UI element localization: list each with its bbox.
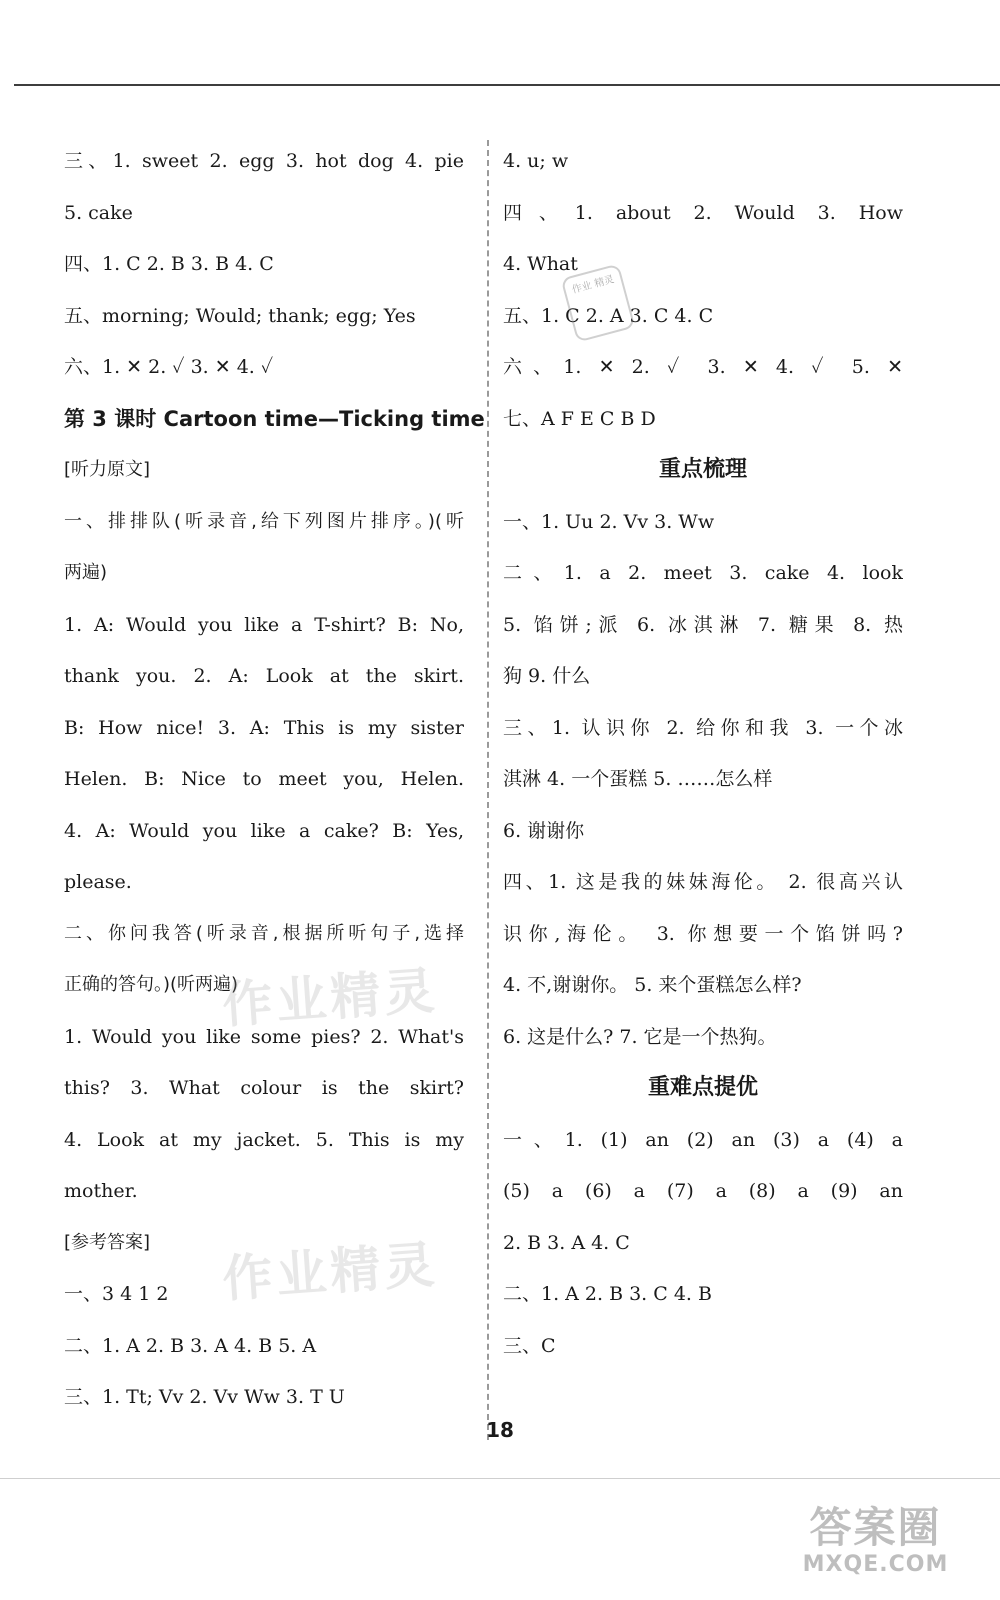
- answer-line: 三、1. sweet 2. egg 3. hot dog 4. pie: [64, 150, 464, 172]
- page-number: 18: [486, 1418, 514, 1442]
- lesson-title: 第 3 课时 Cartoon time—Ticking time: [64, 406, 485, 431]
- dialogue-line: B: How nice! 3. A: This is my sister: [64, 716, 464, 739]
- top-rule: [14, 84, 1000, 86]
- exercise-2-title: 二、你问我答(听录音,根据所听句子,选择: [64, 922, 464, 944]
- answer-line: 七、A F E C B D: [503, 407, 656, 430]
- right-column: [503, 140, 903, 1376]
- answer-line: 六、1. ✕ 2. ✓ 3. ✕ 4. ✓: [64, 356, 274, 378]
- dialogue-line: 1. A: Would you like a T-shirt? B: No,: [64, 613, 464, 636]
- watermark-stamp: 作业 精灵: [560, 263, 635, 342]
- dialogue-line: please.: [64, 871, 132, 893]
- watermark-lower: 作业精灵: [220, 1235, 441, 1309]
- key-point-line: 狗 9. 什么: [503, 665, 591, 687]
- answer-line: 五、1. C 2. A 3. C 4. C: [503, 304, 714, 327]
- difficult-point-line: 2. B 3. A 4. C: [503, 1231, 630, 1254]
- key-point-line: 4. 不,谢谢你。 5. 来个蛋糕怎么样?: [503, 974, 802, 996]
- difficult-point-line: 二、1. A 2. B 3. C 4. B: [503, 1283, 712, 1305]
- exercise-1-title-cont: 两遍): [64, 562, 108, 583]
- key-point-line: 淇淋 4. 一个蛋糕 5. ……怎么样: [503, 768, 773, 790]
- section-title-difficult-points: 重难点提优: [647, 1075, 758, 1100]
- question-line: mother.: [64, 1180, 138, 1202]
- dialogue-line: Helen. B: Nice to meet you, Helen.: [64, 768, 464, 790]
- difficult-point-line: (5) a (6) a (7) a (8) a (9) an: [503, 1180, 903, 1202]
- answers-label: [参考答案]: [64, 1231, 151, 1253]
- answer-line: 五、morning; Would; thank; egg; Yes: [64, 304, 416, 327]
- answer-line: 四、1. C 2. B 3. B 4. C: [64, 253, 274, 275]
- answer-key-line: 一、3 4 1 2: [64, 1283, 169, 1305]
- key-point-line: 二、1. a 2. meet 3. cake 4. look: [503, 562, 903, 584]
- question-line: 1. Would you like some pies? 2. What's: [64, 1025, 464, 1048]
- brand-url: MXQE.COM: [802, 1552, 949, 1577]
- key-point-line: 5. 馅饼;派 6. 冰淇淋 7. 糖果 8. 热: [503, 613, 903, 636]
- bottom-rule: [0, 1478, 1000, 1479]
- question-line: 4. Look at my jacket. 5. This is my: [64, 1128, 464, 1151]
- dialogue-line: 4. A: Would you like a cake? B: Yes,: [64, 819, 464, 842]
- brand-name: 答案圈: [809, 1503, 942, 1552]
- key-point-line: 四、1. 这是我的妹妹海伦。 2. 很高兴认: [503, 871, 903, 893]
- difficult-point-line: 一、1. (1) an (2) an (3) a (4) a: [503, 1128, 903, 1151]
- column-divider: [487, 140, 489, 1440]
- key-point-line: 6. 这是什么? 7. 它是一个热狗。: [503, 1025, 777, 1048]
- brand-watermark: [773, 1504, 978, 1577]
- key-point-line: 一、1. Uu 2. Vv 3. Ww: [503, 510, 715, 533]
- answer-key-line: 三、1. Tt; Vv 2. Vv Ww 3. T U: [64, 1386, 345, 1408]
- exercise-1-title: 一、排排队(听录音,给下列图片排序。)(听: [64, 510, 464, 532]
- answer-line: 四、1. about 2. Would 3. How: [503, 201, 903, 224]
- answer-line: 5. cake: [64, 201, 133, 224]
- key-point-line: 识你,海伦。 3. 你想要一个馅饼吗?: [503, 922, 903, 945]
- key-point-line: 6. 谢谢你: [503, 819, 585, 842]
- listening-label: [听力原文]: [64, 459, 151, 480]
- dialogue-line: thank you. 2. A: Look at the skirt.: [64, 665, 464, 687]
- exercise-2-title-cont: 正确的答句。)(听两遍): [64, 974, 239, 995]
- key-point-line: 三、1. 认识你 2. 给你和我 3. 一个冰: [503, 716, 903, 739]
- answer-line: 4. What: [503, 253, 578, 275]
- answer-line: 4. u; w: [503, 150, 569, 172]
- watermark-middle: 作业精灵: [220, 961, 441, 1035]
- answer-line: 六、1. ✕ 2. ✓ 3. ✕ 4. ✓ 5. ✕: [503, 356, 903, 378]
- question-line: this? 3. What colour is the skirt?: [64, 1077, 464, 1099]
- difficult-point-line: 三、C: [503, 1334, 556, 1357]
- answer-key-line: 二、1. A 2. B 3. A 4. B 5. A: [64, 1334, 317, 1357]
- section-title-key-points: 重点梳理: [658, 457, 747, 482]
